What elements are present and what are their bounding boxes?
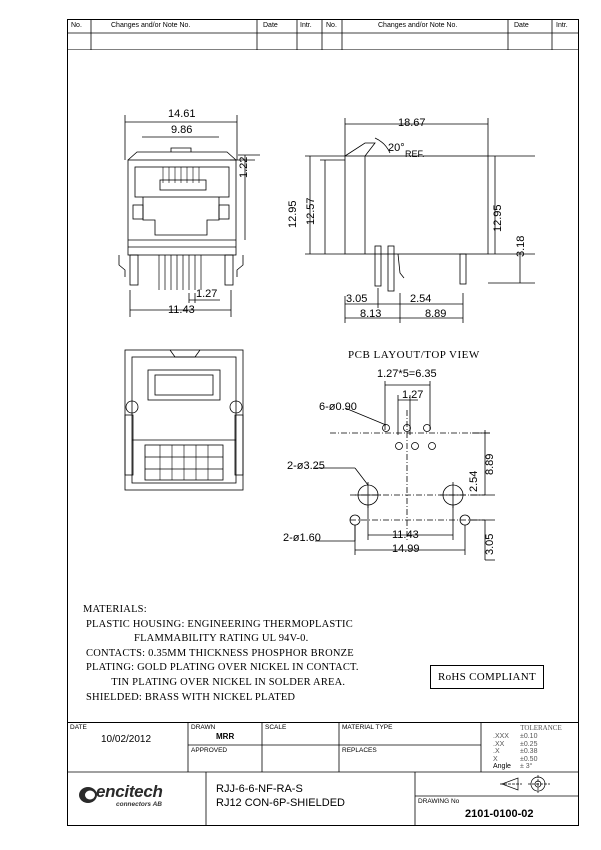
tolerance-key: .XX xyxy=(493,740,505,748)
rev-header-intr-2: Intr. xyxy=(556,22,568,29)
projection-symbol-icon xyxy=(500,774,555,794)
materials-line: SHIELDED: BRASS WITH NICKEL PLATED xyxy=(86,691,296,703)
material-type-label: MATERIAL TYPE xyxy=(342,724,393,731)
pcb-dim-pitch-total: 1.27*5=6.35 xyxy=(377,368,437,380)
approved-label: APPROVED xyxy=(191,747,228,754)
rev-header-date: Date xyxy=(263,22,278,29)
pcb-layout-title: PCB LAYOUT/TOP VIEW xyxy=(348,349,480,361)
side-dim-right: 8.89 xyxy=(425,308,447,320)
pcb-dim-pin-hole: 6-ø0.90 xyxy=(319,401,357,413)
tolerance-block xyxy=(485,724,575,732)
scale-label: SCALE xyxy=(265,724,287,731)
front-dim-height: 12.95 xyxy=(287,200,299,228)
drawing-no-label: DRAWING No xyxy=(418,798,460,805)
front-dim-width: 14.61 xyxy=(168,108,196,120)
materials-line: FLAMMABILITY RATING UL 94V-0. xyxy=(86,633,309,645)
materials-line: CONTACTS: 0.35MM THICKNESS PHOSPHOR BRONZE xyxy=(86,647,354,659)
part-name: RJJ-6-6-NF-RA-S xyxy=(216,783,303,795)
rev-header-changes: Changes and/or Note No. xyxy=(111,22,191,29)
rev-header-date-2: Date xyxy=(514,22,529,29)
front-dim-top-offset: 1.22 xyxy=(238,156,250,178)
drawing-no-value: 2101-0100-02 xyxy=(465,808,534,820)
logo-subtext: connectors AB xyxy=(116,801,162,808)
front-dim-pitch: 1.27 xyxy=(196,288,218,300)
tolerance-key: Angle xyxy=(493,763,511,770)
rohs-badge: RoHS COMPLIANT xyxy=(430,665,544,689)
pcb-dim-vert-pitch: 8.89 xyxy=(484,453,496,475)
pcb-dim-bottom-offset: 3.05 xyxy=(484,533,496,555)
side-dim-length: 18.67 xyxy=(398,117,426,129)
front-dim-body-height: 12.57 xyxy=(305,197,317,225)
tolerance-value: ±0.25 xyxy=(520,740,538,748)
rev-header-intr: Intr. xyxy=(300,22,312,29)
side-dim-pin-gap: 2.54 xyxy=(410,293,432,305)
side-dim-left: 8.13 xyxy=(360,308,382,320)
materials-line: TIN PLATING OVER NICKEL IN SOLDER AREA. xyxy=(86,676,346,688)
tolerance-key: .XXX xyxy=(493,733,509,740)
side-dim-pin-length: 3.18 xyxy=(515,235,527,257)
tolerance-value: ±0.10 xyxy=(520,733,538,740)
tolerance-row xyxy=(493,733,537,741)
pcb-dim-hole-span: 11.43 xyxy=(392,529,419,541)
tolerance-value: ± 3° xyxy=(520,763,533,770)
pcb-dim-vert-gap: 2.54 xyxy=(468,470,480,492)
pcb-dim-pitch: 1.27 xyxy=(402,389,424,401)
top-view-drawing xyxy=(120,345,250,495)
logo-text: encitech xyxy=(96,782,163,801)
drawn-value: MRR xyxy=(216,732,235,741)
rev-header-no: No. xyxy=(71,22,82,29)
materials-notes xyxy=(83,603,359,705)
date-value: 10/02/2012 xyxy=(101,734,152,745)
materials-line: MATERIALS: xyxy=(83,604,147,615)
revision-table xyxy=(67,19,578,50)
replaces-label: REPLACES xyxy=(342,747,377,754)
tolerance-rows xyxy=(493,733,537,771)
materials-line: PLATING: GOLD PLATING OVER NICKEL IN CONTACT. xyxy=(86,662,359,674)
materials-line: PLASTIC HOUSING: ENGINEERING THERMOPLASTIC xyxy=(86,618,353,630)
tolerance-row xyxy=(493,741,537,749)
rev-header-changes-2: Changes and/or Note No. xyxy=(378,22,458,29)
drawn-label: DRAWN xyxy=(191,724,216,731)
tolerance-row xyxy=(493,763,537,771)
pcb-dim-total-span: 14.99 xyxy=(392,543,420,555)
side-dim-height: 12.95 xyxy=(492,204,504,232)
tolerance-key: X xyxy=(493,755,498,763)
side-dim-angle: 20° xyxy=(388,142,405,154)
tolerance-value: ±0.50 xyxy=(520,755,538,763)
pcb-dim-large-hole: 2-ø3.25 xyxy=(287,460,325,472)
front-view-drawing xyxy=(95,105,265,330)
tolerance-value: ±0.38 xyxy=(520,748,538,755)
front-dim-inner-width: 9.86 xyxy=(171,124,193,136)
front-dim-pin-span: 11.43 xyxy=(168,304,195,316)
tolerance-key: .X xyxy=(493,748,500,755)
tolerance-row xyxy=(493,756,537,764)
tolerance-row xyxy=(493,748,537,756)
part-description: RJ12 CON-6P-SHIELDED xyxy=(216,797,345,809)
tolerance-title: TOLERANCE xyxy=(520,724,562,732)
side-dim-angle-ref: REF. xyxy=(405,149,425,159)
rev-header-no-2: No. xyxy=(326,22,337,29)
pcb-dim-mount-hole: 2-ø1.60 xyxy=(283,532,321,544)
date-label: DATE xyxy=(70,724,87,731)
side-dim-pin-offset: 3.05 xyxy=(346,293,368,305)
company-logo xyxy=(76,782,196,814)
